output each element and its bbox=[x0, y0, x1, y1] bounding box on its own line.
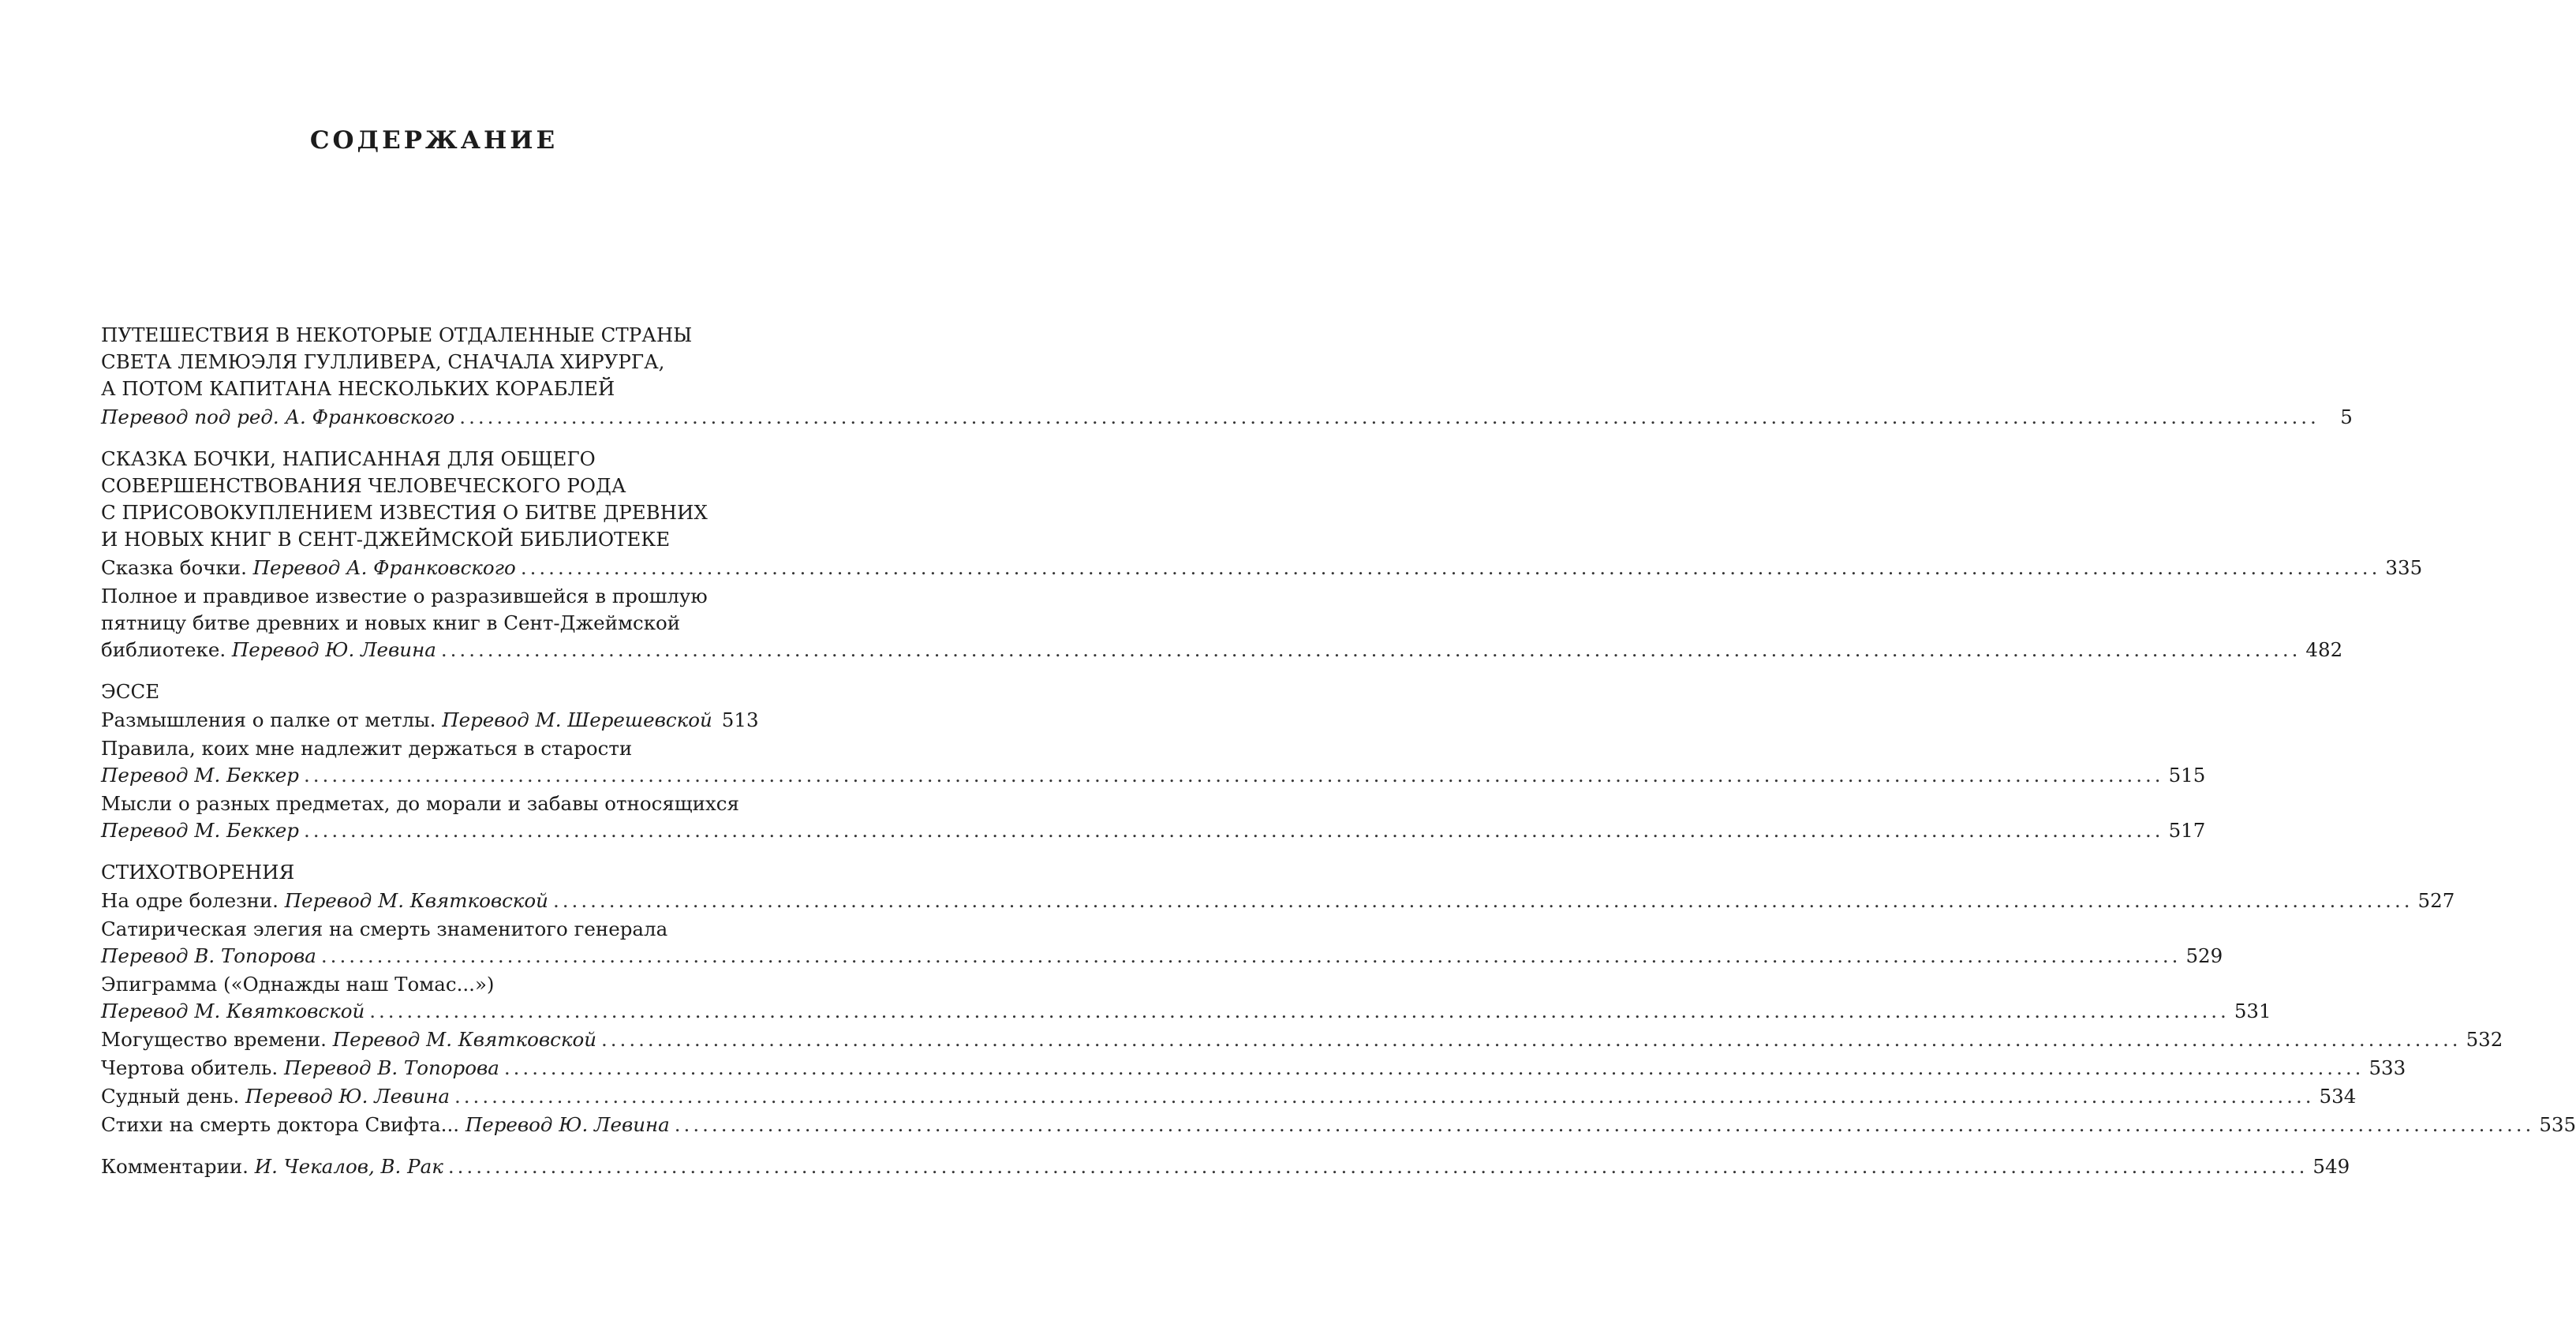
section-heading-line: А ПОТОМ КАПИТАНА НЕСКОЛЬКИХ КОРАБЛЕЙ bbox=[101, 377, 615, 400]
toc-section bbox=[101, 322, 2353, 431]
page-number: 335 bbox=[2385, 556, 2423, 579]
page-number: 535 bbox=[2539, 1113, 2576, 1136]
section-heading-line: СОВЕРШЕНСТВОВАНИЯ ЧЕЛОВЕЧЕСКОГО РОДА bbox=[101, 474, 626, 497]
entry-title-text bbox=[101, 1153, 443, 1180]
toc-entry bbox=[101, 1055, 2406, 1082]
entry-final-line bbox=[101, 762, 2206, 789]
dot-leader: ........................................................................................................................................................................................................ bbox=[600, 1028, 2462, 1051]
page-number: 529 bbox=[2185, 944, 2223, 967]
toc-entry bbox=[101, 1026, 2503, 1053]
page-number: 5 bbox=[2340, 405, 2353, 428]
dot-leader: ........................................................................................................................................................................................................ bbox=[674, 1113, 2535, 1136]
entry-title-line: Правила, коих мне надлежит держаться в старости bbox=[101, 737, 633, 760]
entry-title-text bbox=[101, 888, 548, 914]
entry-title-line: Мысли о разных предметах, до морали и забавы относящихся bbox=[101, 792, 739, 815]
entry-final-line bbox=[101, 943, 2223, 970]
entry-final-line bbox=[101, 888, 2455, 914]
entry-final-line bbox=[101, 707, 759, 734]
entry-translator: Перевод М. Шерешевской bbox=[442, 708, 712, 731]
toc-entry bbox=[101, 583, 2343, 663]
entry-translator: Перевод М. Квятковской bbox=[284, 889, 548, 912]
entry-translator: Перевод под ред. А. Франковского bbox=[101, 405, 455, 428]
entry-translator: Перевод Ю. Левина bbox=[245, 1085, 450, 1108]
toc-entry bbox=[101, 707, 759, 734]
entry-title-text bbox=[101, 637, 436, 663]
toc-entry bbox=[101, 971, 2271, 1025]
section-heading-line: ЭССЕ bbox=[101, 680, 160, 703]
section-heading-line: СКАЗКА БОЧКИ, НАПИСАННАЯ ДЛЯ ОБЩЕГО bbox=[101, 447, 596, 470]
entry-translator: Перевод А. Франковского bbox=[252, 556, 516, 579]
entry-title-text bbox=[101, 817, 299, 844]
toc-entry bbox=[101, 916, 2223, 970]
entry-translator: Перевод В. Топорова bbox=[101, 944, 316, 967]
dot-leader: ........................................................................................................................................................................................................ bbox=[320, 944, 2182, 967]
entry-translator: Перевод В. Топорова bbox=[283, 1056, 499, 1079]
dot-leader: ........................................................................................................................................................................................................ bbox=[552, 889, 2413, 912]
entry-final-line bbox=[101, 1083, 2357, 1110]
entry-final-line bbox=[101, 1026, 2503, 1053]
section-heading-line: И НОВЫХ КНИГ В СЕНТ-ДЖЕЙМСКОЙ БИБЛИОТЕКЕ bbox=[101, 528, 671, 551]
entry-title: На одре болезни. bbox=[101, 889, 285, 912]
entry-title-line: пятницу битве древних и новых книг в Сент-Джеймской bbox=[101, 611, 681, 634]
page-number: 532 bbox=[2466, 1028, 2503, 1051]
entry-title: библиотеке. bbox=[101, 638, 232, 661]
entry-translator: Перевод Ю. Левина bbox=[465, 1113, 670, 1136]
entry-title-text bbox=[101, 555, 516, 581]
entry-title: Размышления о палке от метлы. bbox=[101, 708, 443, 731]
entry-title-text bbox=[101, 1112, 670, 1138]
entry-final-line bbox=[101, 817, 2206, 844]
entry-title-line: Полное и правдивое известие о разразившейся в прошлую bbox=[101, 585, 708, 607]
toc-section bbox=[101, 1153, 2350, 1180]
entry-translator: Перевод М. Квятковской bbox=[101, 1000, 365, 1022]
page-number: 527 bbox=[2417, 889, 2455, 912]
entry-title-text bbox=[101, 1083, 450, 1110]
entry-translator: Перевод М. Беккер bbox=[101, 819, 299, 842]
section-heading-line: ПУТЕШЕСТВИЯ В НЕКОТОРЫЕ ОТДАЛЕННЫЕ СТРАНЫ bbox=[101, 323, 693, 346]
dot-leader: ........................................................................................................................................................................................................ bbox=[459, 405, 2320, 428]
toc-section bbox=[101, 678, 2206, 844]
entry-title: Чертова обитель. bbox=[101, 1056, 284, 1079]
entry-title-text bbox=[101, 707, 712, 734]
toc-entry bbox=[101, 1112, 2576, 1138]
dot-leader: ........................................................................................................................................................................................................ bbox=[369, 1000, 2230, 1022]
toc-entry bbox=[101, 555, 2423, 581]
toc-entry bbox=[101, 404, 2353, 431]
section-heading-line: СТИХОТВОРЕНИЯ bbox=[101, 861, 295, 884]
entry-title: Комментарии. bbox=[101, 1155, 255, 1178]
entry-title-text bbox=[101, 1026, 596, 1053]
toc-section bbox=[101, 859, 2576, 1138]
toc-section bbox=[101, 446, 2423, 663]
entry-title-text bbox=[101, 404, 454, 431]
dot-leader: ........................................................................................................................................................................................................ bbox=[303, 764, 2164, 787]
dot-leader: ........................................................................................................................................................................................................ bbox=[454, 1085, 2315, 1108]
page-number: 517 bbox=[2168, 819, 2206, 842]
entry-title-text bbox=[101, 762, 299, 789]
entry-translator: И. Чекалов, В. Рак bbox=[254, 1155, 443, 1178]
entry-title: Судный день. bbox=[101, 1085, 246, 1108]
page-number: 515 bbox=[2168, 764, 2206, 787]
dot-leader: ........................................................................................................................................................................................................ bbox=[440, 638, 2301, 661]
entry-final-line bbox=[101, 637, 2343, 663]
entry-title: Могущество времени. bbox=[101, 1028, 333, 1051]
entry-title-line: Сатирическая элегия на смерть знаменитого генерала bbox=[101, 918, 668, 940]
entry-final-line bbox=[101, 404, 2353, 431]
entry-translator: Перевод М. Беккер bbox=[101, 764, 299, 787]
page-title: СОДЕРЖАНИЕ bbox=[309, 126, 559, 155]
entry-final-line bbox=[101, 1153, 2350, 1180]
page-number: 482 bbox=[2305, 638, 2343, 661]
entry-title-text bbox=[101, 943, 316, 970]
entry-title-text bbox=[101, 1055, 499, 1082]
page-number: 534 bbox=[2319, 1085, 2357, 1108]
page-number: 531 bbox=[2234, 1000, 2271, 1022]
entry-final-line bbox=[101, 1112, 2576, 1138]
toc-entry bbox=[101, 1153, 2350, 1180]
toc-body bbox=[101, 322, 2576, 1195]
entry-translator: Перевод М. Квятковской bbox=[332, 1028, 596, 1051]
entry-title: Сказка бочки. bbox=[101, 556, 253, 579]
entry-final-line bbox=[101, 1055, 2406, 1082]
entry-final-line bbox=[101, 998, 2271, 1025]
page-number: 513 bbox=[721, 708, 759, 731]
dot-leader: ........................................................................................................................................................................................................ bbox=[503, 1056, 2365, 1079]
entry-translator: Перевод Ю. Левина bbox=[231, 638, 436, 661]
dot-leader: ........................................................................................................................................................................................................ bbox=[447, 1155, 2309, 1178]
entry-title-line: Эпиграмма («Однажды наш Томас...») bbox=[101, 973, 495, 996]
section-heading-line: С ПРИСОВОКУПЛЕНИЕМ ИЗВЕСТИЯ О БИТВЕ ДРЕВНИХ bbox=[101, 501, 708, 524]
toc-entry bbox=[101, 1083, 2357, 1110]
dot-leader: ........................................................................................................................................................................................................ bbox=[303, 819, 2164, 842]
toc-entry bbox=[101, 888, 2455, 914]
toc-entry bbox=[101, 790, 2206, 844]
entry-title: Стихи на смерть доктора Свифта... bbox=[101, 1113, 465, 1136]
dot-leader: ........................................................................................................................................................................................................ bbox=[520, 556, 2381, 579]
toc-entry bbox=[101, 735, 2206, 789]
entry-final-line bbox=[101, 555, 2423, 581]
page-number: 533 bbox=[2368, 1056, 2406, 1079]
entry-title-text bbox=[101, 998, 365, 1025]
page-number: 549 bbox=[2312, 1155, 2350, 1178]
section-heading-line: СВЕТА ЛЕМЮЭЛЯ ГУЛЛИВЕРА, СНАЧАЛА ХИРУРГА, bbox=[101, 350, 665, 373]
